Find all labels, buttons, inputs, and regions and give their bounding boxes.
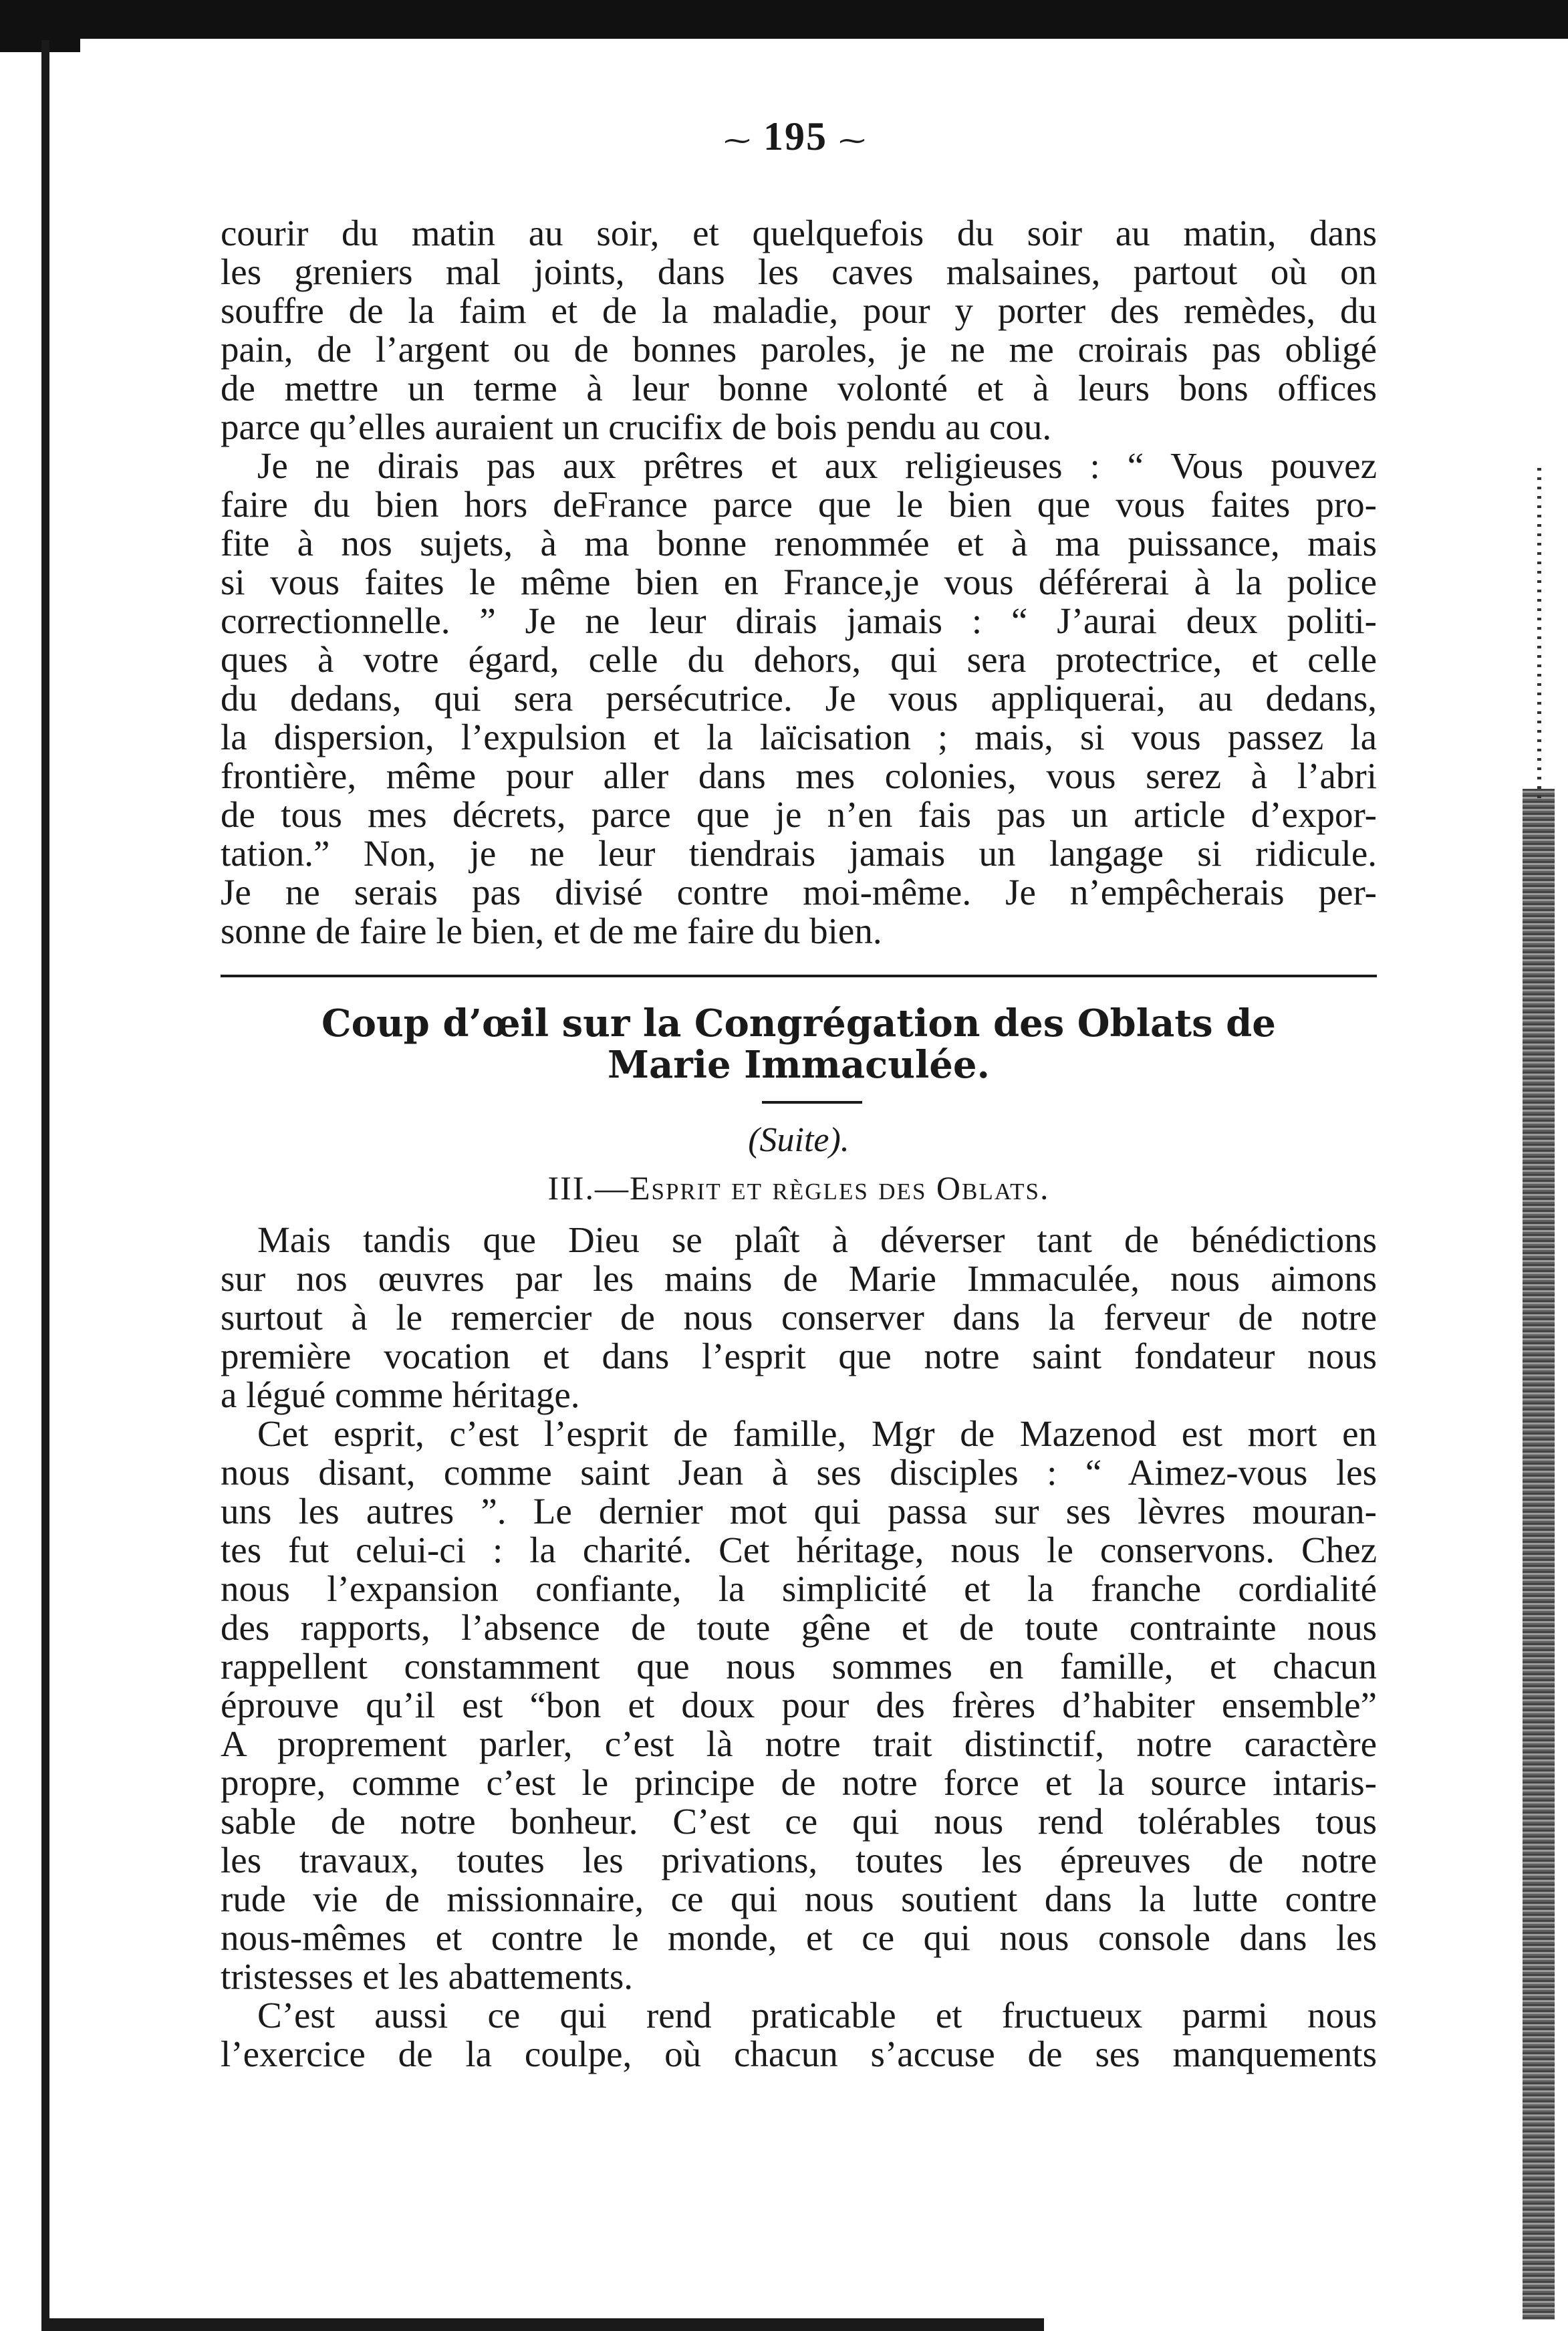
text-line: A proprement parler, c’est là notre trait distinctif, notre caractère [221, 1723, 1377, 1764]
text-line: Cet esprit, c’est l’esprit de famille, Mgr de Mazenod est mort en [257, 1413, 1377, 1454]
text-line: sonne de faire le bien, et de me faire du bien. [221, 910, 882, 951]
suite-label: (Suite). [748, 1121, 850, 1159]
text-line: les travaux, toutes les privations, toutes les épreuves de notre [221, 1840, 1377, 1880]
text-line: éprouve qu’il est “bon et doux pour des frères d’habiter ensemble” [221, 1685, 1377, 1725]
scan-border-bottom [41, 2318, 1044, 2331]
paragraph-je-ne-dirais [221, 447, 1377, 951]
text-line: C’est aussi ce qui rend praticable et fructueux parmi nous [257, 1995, 1377, 2036]
text-line: correctionnelle. ” Je ne leur dirais jamais : “ J’aurai deux politi- [221, 600, 1377, 641]
text-line: Je ne dirais pas aux prêtres et aux religieuses : “ Vous pouvez [257, 445, 1377, 486]
paragraph-mais-tandis [221, 1221, 1377, 1415]
text-line: nous l’expansion confiante, la simplicité et la franche cordialité [221, 1568, 1377, 1609]
text-line: parce qu’elles auraient un crucifix de bois pendu au cou. [221, 406, 1052, 447]
text-line: ques à votre égard, celle du dehors, qui sera protectrice, et celle [221, 639, 1377, 680]
section-title: III.—Esprit et règles des Oblats. [547, 1169, 1050, 1207]
text-line: les greniers mal joints, dans les caves malsaines, partout où on [221, 251, 1377, 292]
page-number-value: 195 [763, 114, 827, 158]
text-line: Je ne serais pas divisé contre moi-même. Je n’empêcherais per- [221, 872, 1377, 912]
text-line: courir du matin au soir, et quelquefois du soir au matin, dans [221, 213, 1377, 253]
text-line: de tous mes décrets, parce que je n’en fais pas un article d’expor- [221, 794, 1377, 835]
heading-line-2: Marie Immaculée. [607, 1043, 990, 1087]
text-line: rappellent constamment que nous sommes en famille, et chacun [221, 1646, 1377, 1687]
page-number [695, 114, 896, 160]
paragraph-c-est-aussi [221, 1996, 1377, 2074]
text-line: Mais tandis que Dieu se plaît à déverser tant de bénédictions [257, 1219, 1377, 1260]
text-line: tation.” Non, je ne leur tiendrais jamais un langage si ridicule. [221, 833, 1377, 874]
heading-underline [762, 1101, 862, 1104]
text-line: faire du bien hors deFrance parce que le bien que vous faites pro- [221, 484, 1377, 525]
scan-border-top-gap [80, 39, 1568, 53]
text-line: fite à nos sujets, à ma bonne renommée et à ma puissance, mais [221, 523, 1377, 564]
scan-border-left [41, 40, 49, 2326]
text-line: tes fut celui-ci : la charité. Cet héritage, nous le conservons. Chez [221, 1529, 1377, 1570]
continuation-paragraph [221, 214, 1377, 447]
text-line: sur nos œuvres par les mains de Marie Immaculée, nous aimons [221, 1258, 1377, 1299]
scan-border-right-marks [1537, 468, 1541, 802]
text-line: pain, de l’argent ou de bonnes paroles, je ne me croirais pas obligé [221, 329, 1377, 370]
text-line: sable de notre bonheur. C’est ce qui nous rend tolérables tous [221, 1801, 1377, 1842]
text-line: uns les autres ”. Le dernier mot qui passa sur ses lèvres mouran- [221, 1491, 1377, 1531]
text-line: surtout à le remercier de nous conserver dans la ferveur de notre [221, 1297, 1377, 1338]
ornament-left-icon: ⁓ [724, 125, 752, 156]
ornament-right-icon: ⁓ [839, 125, 867, 156]
text-line: nous disant, comme saint Jean à ses disciples : “ Aimez-vous les [221, 1452, 1377, 1493]
text-line: propre, comme c’est le principe de notre force et la source intaris- [221, 1762, 1377, 1803]
text-line: frontière, même pour aller dans mes colonies, vous serez à l’abri [221, 755, 1377, 796]
section-divider [221, 975, 1377, 977]
text-line: a légué comme héritage. [221, 1374, 580, 1415]
paragraph-cet-esprit [221, 1415, 1377, 1996]
scan-border-right [1523, 789, 1555, 2320]
text-line: du dedans, qui sera persécutrice. Je vous appliquerai, au dedans, [221, 678, 1377, 719]
text-line: souffre de la faim et de la maladie, pour y porter des remèdes, du [221, 290, 1377, 331]
text-line: si vous faites le même bien en France,je vous déférerai à la police [221, 562, 1377, 602]
text-line: la dispersion, l’expulsion et la laïcisation ; mais, si vous passez la [221, 717, 1377, 757]
text-line: de mettre un terme à leur bonne volonté et à leurs bons offices [221, 368, 1377, 408]
heading-line-1: Coup d’œil sur la Congrégation des Oblats de [321, 1001, 1276, 1046]
text-line: première vocation et dans l’esprit que notre saint fondateur nous [221, 1336, 1377, 1376]
text-line: des rapports, l’absence de toute gêne et de toute contrainte nous [221, 1607, 1377, 1648]
text-line: tristesses et les abattements. [221, 1956, 634, 1997]
text-line: rude vie de missionnaire, ce qui nous soutient dans la lutte contre [221, 1878, 1377, 1919]
text-line: l’exercice de la coulpe, où chacun s’accuse de ses manquements [221, 2034, 1377, 2074]
article-heading [221, 1003, 1377, 1086]
text-line: nous-mêmes et contre le monde, et ce qui nous console dans les [221, 1917, 1377, 1958]
